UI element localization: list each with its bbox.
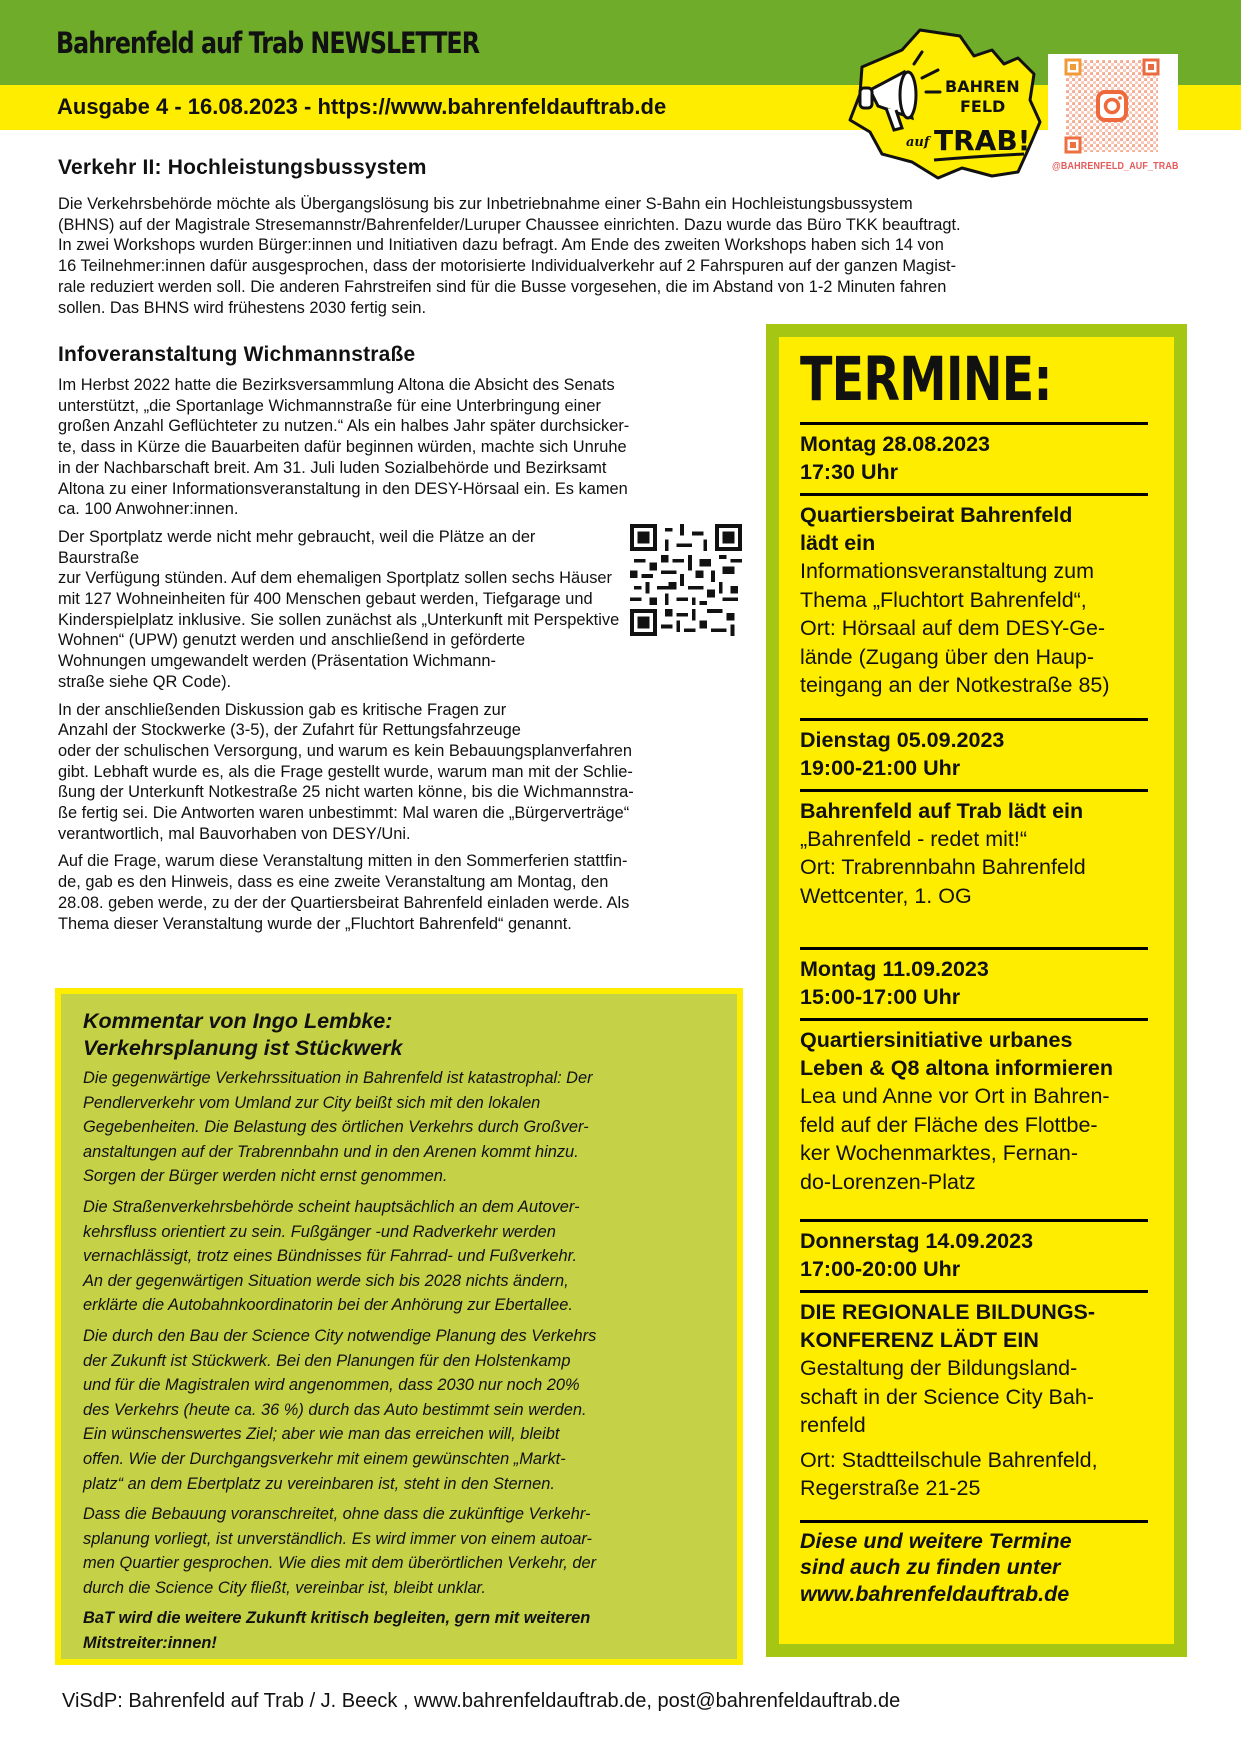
instagram-icon [1098, 92, 1126, 120]
event-location: Ort: Stadtteilschule Bahrenfeld, Regerstraße 21-25 [800, 1447, 1098, 1500]
termine-title: TERMINE: [800, 344, 1052, 415]
event-description: Informationsveranstaltung zum Thema „Fluchtort Bahrenfeld“, Ort: Hörsaal auf dem DESY-Ge- lände (Zugang über den Haup- teingang an der Notkestraße 85) [800, 559, 1110, 697]
divider [800, 718, 1148, 721]
instagram-qr-code[interactable] [1048, 54, 1178, 169]
event-date: Montag 11.09.2023 15:00-17:00 Uhr [800, 957, 989, 1009]
event-organizer: Quartiersinitiative urbanes Leben & Q8 altona informieren [800, 1028, 1113, 1080]
comment-paragraph: Die Straßenverkehrsbehörde scheint hauptsächlich an dem Autover- kehrsfluss orientiert zu sein. Fußgänger -und Radverkehr werden vernachlässigt, trotz eines Bündnisses für Fahrrad- und Fußverkehr. An der gegenwärtigen Situation werde sich bis 2028 nichts ändern, erklärte die Autobahnkoordinatorin bei der Anhörung zur Ebertallee. [83, 1197, 580, 1315]
divider [800, 947, 1148, 950]
termine-box [766, 324, 1187, 1657]
article-paragraph: Im Herbst 2022 hatte die Bezirksversammlung Altona die Absicht des Senats unterstützt, „die Sportanlage Wichmannstraße für eine Unterbringung einer großen Anzahl Geflüchteter zu nutzen.“ Als ein halbes Jahr später durchsicker- te, dass in Kürze die Bauarbeiten dafür beginnen würden, machte sich Unruhe in der Nachbarschaft breit. Am 31. Juli luden Sozialbehörde und Bezirksamt Altona zu einer Informationsveranstaltung in den DESY-Hörsaal ein. Es kamen ca. 100 Anwohner:innen. [58, 376, 630, 519]
article-paragraph: In der anschließenden Diskussion gab es kritische Fragen zur Anzahl der Stockwerke (3-5), der Zufahrt für Rettungsfahrzeuge oder der schulischen Versorgung, und warum es kein Bebauungsplanverfahren gibt. Lebhaft wurde es, als die Frage gestellt wurde, warum man mit der Schlie- ßung der Unterkunft Notkestraße 25 nicht warten könne, bis die Wichmannstra- ße fertig sei. Die Antworten waren unbestimmt: Mal waren die „Bürgerverträge“ verantwortlich, mal Bauvorhaben von DESY/Uni. [58, 700, 634, 843]
logo-text-feld: FELD [960, 97, 1006, 116]
imprint-footer: ViSdP: Bahrenfeld auf Trab / J. Beeck , www.bahrenfeldauftrab.de, post@bahrenfeldauftrab.de [62, 1690, 901, 1712]
divider [800, 789, 1148, 792]
event-description: Lea und Anne vor Ort in Bahren- feld auf der Fläche des Flottbe- ker Wochenmarktes, Fernan- do-Lorenzen-Platz [800, 1084, 1110, 1194]
logo-text-bahren: BAHREN [945, 77, 1020, 96]
comment-closing: BaT wird die weitere Zukunft kritisch begleiten, gern mit weiteren Mitstreiter:innen! [83, 1609, 591, 1653]
event-date: Dienstag 05.09.2023 19:00-21:00 Uhr [800, 727, 1005, 780]
article-paragraph: Auf die Frage, warum diese Veranstaltung mitten in den Sommerferien stattfin- de, gab es den Hinweis, dass es eine zweite Veranstaltung am Montag, den 28.08. geben werde, zu der der Quartiersbeirat Bahrenfeld einladen werde. Als Thema dieser Veranstaltung wurde der „Fluchtort Bahrenfeld“ genannt. [58, 852, 630, 933]
presentation-qr-code[interactable] [630, 524, 742, 636]
divider [800, 1219, 1148, 1222]
event-description: Gestaltung der Bildungsland- schaft in der Science City Bah- renfeld [800, 1356, 1094, 1437]
article-paragraph-text: Der Sportplatz werde nicht mehr gebraucht, weil die Plätze an der Baurstraße zur Verfügung stünden. Auf dem ehemaligen Sportplatz sollen sechs Häuser mit 127 Wohneinheiten für 400 Menschen gebaut werden, Tiefgarage und Kinderspielplatz inklusive. Sie sollen zunächst als „Unterkunft mit Perspektive Wohnen“ (UPW) genutzt werden und anschließend in geförderte Wohnungen umgewandelt werden (Präsentation Wichmann- straße siehe QR Code). [58, 527, 620, 691]
event-date: Montag 28.08.2023 17:30 Uhr [800, 432, 991, 484]
article-title-hochleistungsbussystem: Verkehr II: Hochleistungsbussystem [58, 156, 427, 179]
logo-text-auf: auf [906, 135, 930, 150]
event-organizer: Quartiersbeirat Bahrenfeld lädt ein [800, 503, 1073, 555]
termine-footer-note[interactable]: Diese und weitere Termine sind auch zu finden unter www.bahrenfeldauftrab.de [800, 1528, 1072, 1606]
article-wichmannstrasse [58, 375, 738, 941]
article-paragraph [58, 527, 738, 693]
logo-text-trab: TRAB! [934, 124, 1031, 157]
divider [800, 493, 1148, 496]
article-body-hochleistungsbussystem: Die Verkehrsbehörde möchte als Übergangslösung bis zur Inbetriebnahme einer S-Bahn ein Hochleistungsbussystem (BHNS) auf der Magistrale Stresemannstr/Bahrenfelder/Luruper Chaussee einrichten. Dazu wurde das Büro TKK beauftragt. In zwei Workshops wurden Bürger:innen und Initiativen dazu befragt. Am Ende des zweiten Workshops haben sich 14 von 16 Teilnehmer:innen dafür ausgesprochen, dass der motorisierte Individualverkehr auf 2 Fahrspuren auf der ganzen Magist- rale reduziert werden soll. Die anderen Fahrstreifen sind für die Busse vorgesehen, die im Abstand von 1-2 Minuten fahren sollen. Das BHNS wird frühestens 2030 fertig sein. [58, 195, 961, 317]
issue-subtitle: Ausgabe 4 - 16.08.2023 - https://www.bahrenfeldauftrab.de [57, 94, 667, 119]
event-description: „Bahrenfeld - redet mit!“ Ort: Trabrennbahn Bahrenfeld Wettcenter, 1. OG [800, 826, 1086, 908]
instagram-handle[interactable]: @BAHRENFELD_AUF_TRAB [1052, 160, 1179, 172]
divider [800, 1018, 1148, 1021]
event-organizer: DIE REGIONALE BILDUNGS- KONFERENZ LÄDT EIN [800, 1300, 1096, 1352]
comment-paragraph: Dass die Bebauung voranschreitet, ohne dass die zukünftige Verkehr- splanung vorliegt, ist unverständlich. Es wird immer von einem autoar- men Quartier gesprochen. Wie dies mit dem überörtlichen Verkehr, der durch die Science City fließt, vereinbar ist, bleibt unklar. [83, 1505, 597, 1597]
divider [800, 1290, 1148, 1293]
comment-box [55, 988, 743, 1665]
comment-title: Kommentar von Ingo Lembke: Verkehrsplanung ist Stückwerk [83, 1009, 403, 1060]
event-organizer: Bahrenfeld auf Trab lädt ein [800, 798, 1084, 823]
event-date: Donnerstag 14.09.2023 17:00-20:00 Uhr [800, 1229, 1034, 1281]
article-title-wichmannstrasse: Infoveranstaltung Wichmannstraße [58, 343, 416, 366]
comment-paragraph: Die durch den Bau der Science City notwendige Planung des Verkehrs der Zukunft ist Stückwerk. Bei den Planungen für den Holstenkamp und für die Magistralen wird angenommen, dass 2030 nur noch 20% des Verkehrs (heute ca. 36 %) durch das Auto bestimmt sein werden. Ein wünschenswertes Ziel; aber wie man das erreichen will, bleibt offen. Wie der Durchgangsverkehr mit einem gewünschten „Markt- platz“ an dem Ebertplatz zu vereinbaren ist, steht in den Sternen. [83, 1326, 597, 1493]
divider [800, 1520, 1148, 1523]
newsletter-title: Bahrenfeld auf Trab NEWSLETTER [56, 26, 480, 60]
comment-paragraph: Die gegenwärtige Verkehrssituation in Bahrenfeld ist katastrophal: Der Pendlerverkehr vom Umland zur City beißt sich mit den lokalen Gegebenheiten. Die Belastung des örtlichen Verkehrs durch Großver- anstaltungen auf der Trabrennbahn und in den Arenen kommt hinzu. Sorgen der Bürger werden nicht ernst genommen. [83, 1069, 593, 1186]
bahrenfeld-auf-trab-logo [842, 22, 1050, 182]
divider [800, 422, 1148, 425]
